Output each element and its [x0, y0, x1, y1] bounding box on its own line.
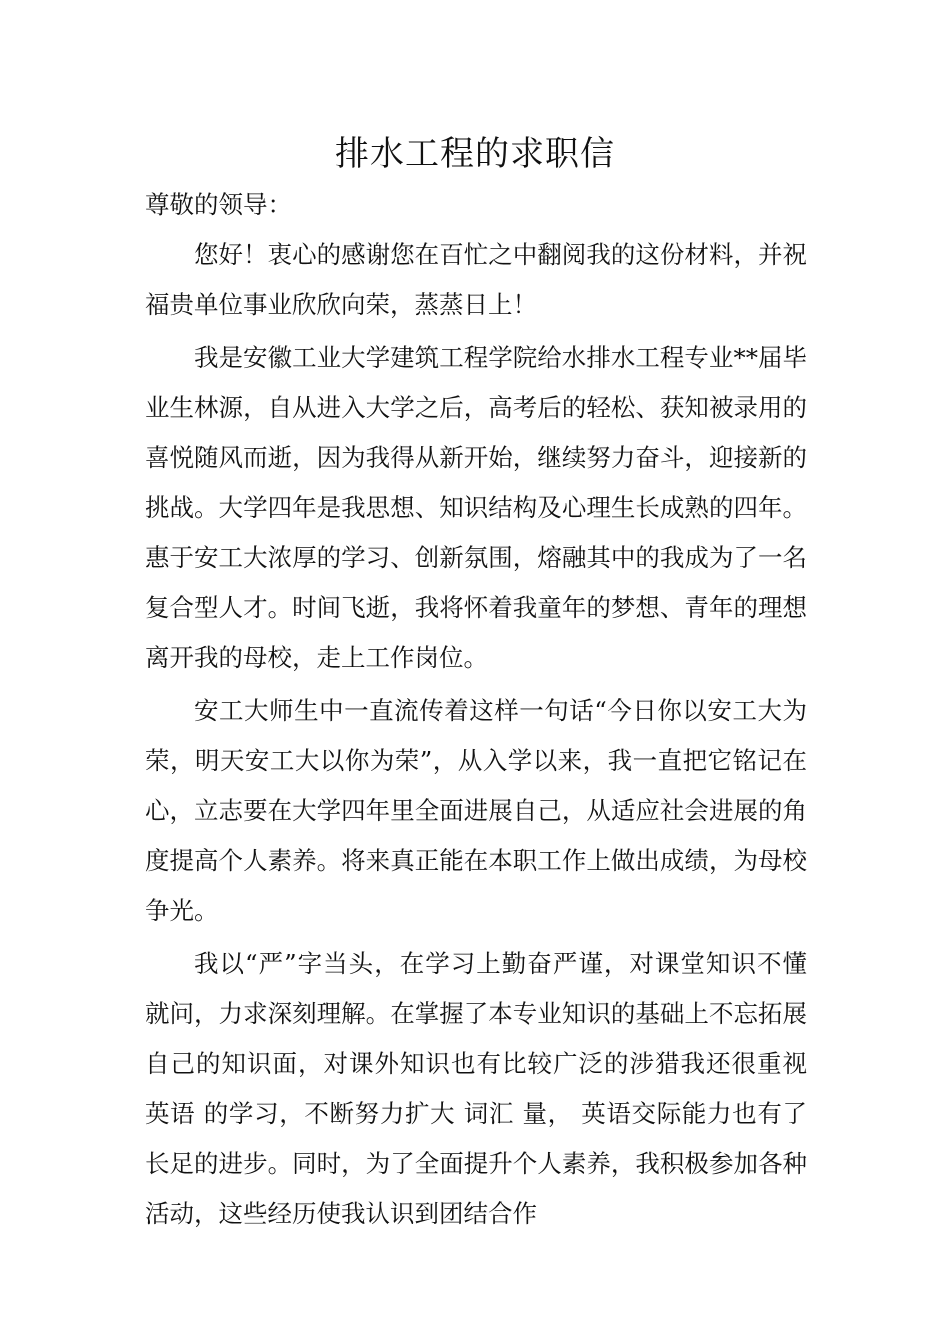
paragraph-motto: 安工大师生中一直流传着这样一句话“今日你以安工大为荣，明天安工大以你为荣”，从入学以来，我一直把它铭记在心，立志要在大学四年里全面进展自己，从适应社会进展的角度提高个人素养。将来真正能在本职工作上做出成绩，为母校争光。 — [145, 696, 807, 925]
document-title: 排水工程的求职信 — [335, 134, 615, 174]
paragraph-study: 我以“严”字当头，在学习上勤奋严谨，对课堂知识不懂就问，力求深刻理解。在掌握了本专业知识的基础上不忘拓展自己的知识面，对课外知识也有比较广泛的涉猎我还很重视 英语 的学习，不断努力扩大 词汇 量， 英语交际能力也有了长足的进步。同时，为了全面提升个人素养，我积极参加各种活动，这些经历使我认识到团结合作 — [145, 949, 807, 1228]
paragraph-introduction: 我是安徽工业大学建筑工程学院给水排水工程专业**届毕业生林源，自从进入大学之后，高考后的轻松、获知被录用的喜悦随风而逝，因为我得从新开始，继续努力奋斗，迎接新的挑战。大学四年是我思想、知识结构及心理生长成熟的四年。惠于安工大浓厚的学习、创新氛围，熔融其中的我成为了一名复合型人才。时间飞逝，我将怀着我童年的梦想、青年的理想离开我的母校，走上工作岗位。 — [145, 343, 807, 672]
letter-body — [145, 180, 807, 1239]
salutation: 尊敬的领导： — [145, 190, 292, 219]
paragraph-greeting: 您好！衷心的感谢您在百忙之中翻阅我的这份材料，并祝福贵单位事业欣欣向荣，蒸蒸日上！ — [145, 240, 807, 319]
